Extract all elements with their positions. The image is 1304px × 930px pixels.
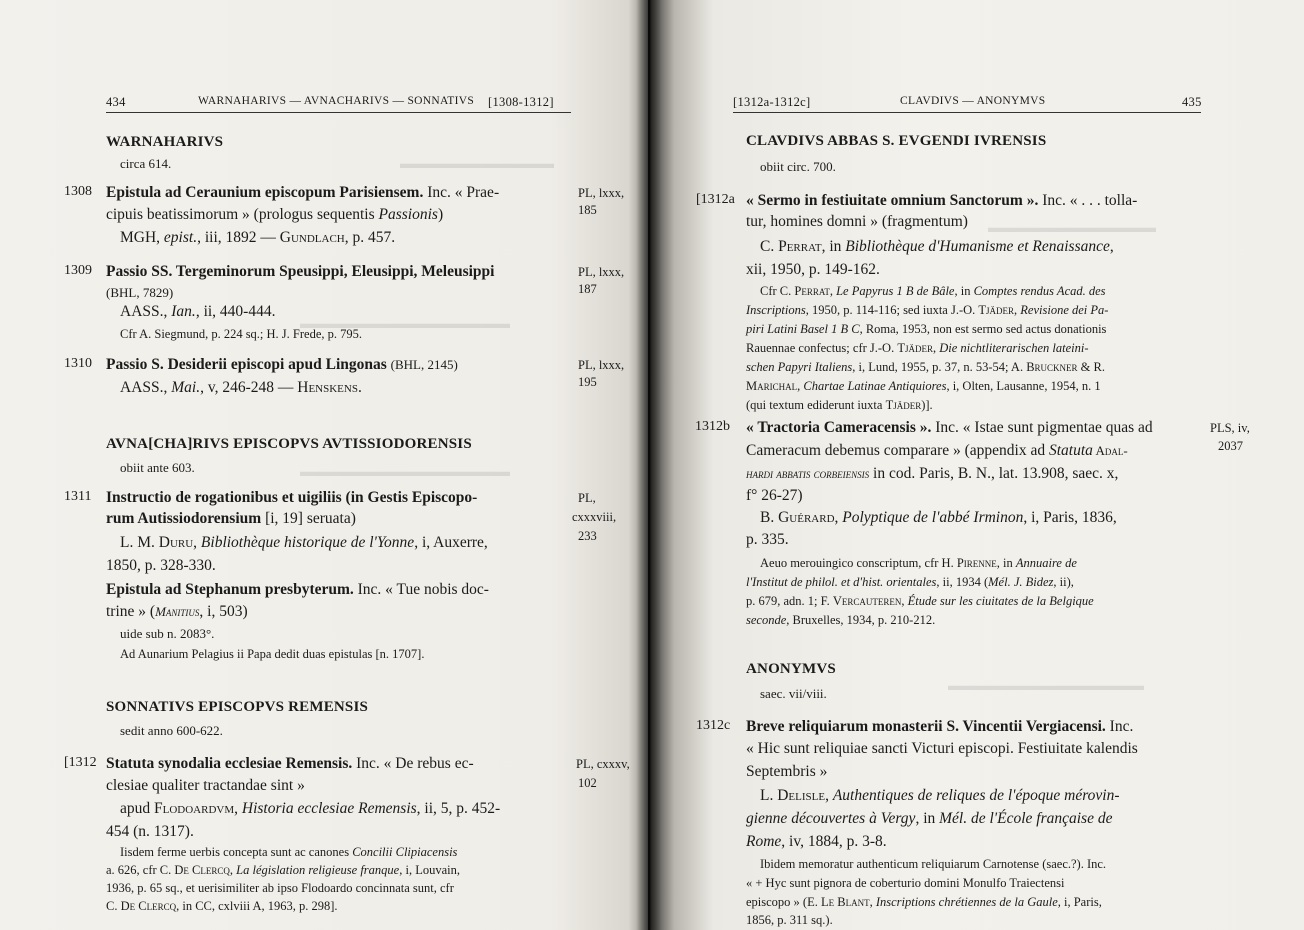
note: Ad Aunarium Pelagius ii Papa dedit duas epistulas [n. 1707]. [120,647,425,661]
edition-ref: AASS., Ian., ii, 440-444. [120,303,276,320]
header-rule [733,112,1201,113]
entry-1309-title: Passio SS. Tergeminorum Speusippi, Eleusippi, Meleusippi [106,263,495,280]
entry-line: tur, homines domni » (fragmentum) [746,213,968,230]
book-gutter [636,0,662,930]
entry-number: 1308 [64,184,92,199]
note: Aeuo merouingico conscriptum, cfr H. Pirenne, in Annuaire de [760,556,1077,570]
section-title: ANONYMVS [746,661,836,677]
entry-number: [1312 [64,755,97,770]
bleed-through: ▬▬▬▬▬▬▬▬▬▬▬▬▬▬▬ [300,317,510,332]
section-title: CLAVDIVS ABBAS S. EVGENDI IVRENSIS [746,133,1047,149]
pls-reference: PLS, iv, [1210,421,1250,435]
section-date: obiit ante 603. [120,460,195,475]
entry-line: Cameracum debemus comparare » (appendix ad Statuta Adal- [746,442,1128,459]
note: seconde, Bruxelles, 1934, p. 210-212. [746,613,936,627]
entry-line: cipuis beatissimorum » (prologus sequentis Passionis) [106,206,444,223]
edition-ref: AASS., Mai., v, 246-248 — Henskens. [120,379,362,396]
note: a. 626, cfr C. De Clercq, La législation religieuse franque, i, Louvain, [106,863,460,877]
pls-reference: 2037 [1218,439,1243,453]
entry-line: « Hic sunt reliquiae sancti Victuri episcopi. Festiuitate kalendis [746,740,1138,757]
pl-reference: 233 [578,529,597,543]
note: l'Institut de philol. et d'hist. orientales, ii, 1934 (Mél. J. Bidez, ii), [746,575,1074,589]
section-date: sedit anno 600-622. [120,723,223,738]
edition-ref-cont: p. 335. [746,531,789,548]
entry-number: 1312c [696,718,731,733]
edition-ref-cont: xii, 1950, p. 149-162. [746,261,880,278]
bleed-through: ▬▬▬▬▬▬▬▬▬▬▬▬ [988,221,1156,236]
note: Iisdem ferme uerbis concepta sunt ac canones Concilii Clipiacensis [120,845,458,859]
entry-1310-title: Passio S. Desiderii episcopi apud Lingonas (BHL, 2145) [106,356,458,373]
pl-reference: 185 [578,203,597,217]
bhl-reference: (BHL, 7829) [106,285,174,300]
section-title: SONNATIVS EPISCOPVS REMENSIS [106,699,369,715]
entry-number: 1310 [64,356,92,371]
note: Cfr A. Siegmund, p. 224 sq.; H. J. Frede, p. 795. [120,327,363,341]
section-date: circa 614. [120,156,172,171]
note: (qui textum ediderunt iuxta Tjäder)]. [746,398,933,412]
header-rule [106,112,571,113]
note: 1856, p. 311 sq.). [746,913,833,927]
page-number: 435 [1182,95,1202,109]
bleed-through: ▬▬▬▬▬▬▬▬▬▬▬▬▬▬▬ [300,465,510,480]
edition-ref-cont: 454 (n. 1317). [106,823,194,840]
entry-range: [1312a-1312c] [733,95,811,109]
note: 1936, p. 65 sq., et uerisimiliter ab ipso Flodoardo concinnata sunt, cfr [106,881,454,895]
entry-number: 1312b [695,419,730,434]
entry-stephanum-title: Epistula ad Stephanum presbyterum. Inc. « Tue nobis doc- [106,581,489,598]
pl-reference: PL, lxxx, [578,358,625,372]
entry-number: 1311 [64,489,92,504]
entry-number: [1312a [696,192,735,207]
pl-reference: 195 [578,375,597,389]
edition-ref-cont: Rome, iv, 1884, p. 3-8. [746,833,887,850]
edition-ref: MGH, epist., iii, 1892 — Gundlach, p. 457. [120,229,396,246]
pl-reference: PL, [578,491,596,505]
edition-ref-cont: 1850, p. 328-330. [106,557,216,574]
cross-reference: uide sub n. 2083°. [120,626,215,641]
edition-ref: apud Flodoardvm, Historia ecclesiae Remensis, ii, 5, p. 452- [120,800,501,817]
running-head: WARNAHARIVS — AVNACHARIVS — SONNATIVS [198,95,475,107]
edition-ref: B. Guérard, Polyptique de l'abbé Irminon, i, Paris, 1836, [760,509,1117,526]
entry-1312-title: Statuta synodalia ecclesiae Remensis. Inc. « De rebus ec- [106,755,474,772]
left-page [0,0,648,930]
section-date: saec. vii/viii. [760,686,827,701]
note: Marichal, Chartae Latinae Antiquiores, i, Olten, Lausanne, 1954, n. 1 [746,379,1101,393]
entry-1312c-title: Breve reliquiarum monasterii S. Vincentii Vergiacensi. Inc. [746,718,1134,735]
entry-line: clesiae qualiter tractandae sint » [106,777,305,794]
edition-ref-cont: gienne découvertes à Vergy, in Mél. de l'École française de [746,810,1113,827]
entry-line: f° 26-27) [746,487,803,504]
note: Rauennae confectus; cfr J.-O. Tjäder, Die nichtliterarischen lateini- [746,341,1089,355]
running-head: CLAVDIVS — ANONYMVS [900,95,1046,107]
entry-line: trine » (Manitius, i, 503) [106,603,248,620]
note: « + Hyc sunt pignora de coberturio domini Monulfo Traiectensi [746,876,1065,890]
note: C. De Clercq, in CC, cxlviii A, 1963, p. 298]. [106,899,338,913]
entry-1308-title: Epistula ad Ceraunium episcopum Parisiensem. Inc. « Prae- [106,184,500,201]
note: Cfr C. Perrat, Le Papyrus 1 B de Bâle, in Comptes rendus Acad. des [760,284,1106,298]
pl-reference: PL, lxxx, [578,186,625,200]
note: Inscriptions, 1950, p. 114-116; sed iuxta J.-O. Tjäder, Revisione dei Pa- [746,303,1109,317]
entry-1312b-title: « Tractoria Cameracensis ». Inc. « Istae sunt pigmentae quas ad [746,419,1153,436]
note: piri Latini Basel 1 B C, Roma, 1953, non est sermo sed actus donationis [746,322,1107,336]
entry-number: 1309 [64,263,92,278]
note: Ibidem memoratur authenticum reliquiarum Carnotense (saec.?). Inc. [760,857,1107,871]
entry-range: [1308-1312] [488,95,554,109]
entry-1312a-title: « Sermo in festiuitate omnium Sanctorum ». Inc. « . . . tolla- [746,192,1138,209]
pl-reference: PL, lxxx, [578,265,625,279]
bleed-through: ▬▬▬▬▬▬▬▬▬▬▬▬▬▬ [948,679,1144,694]
section-title: WARNAHARIVS [106,134,224,150]
section-date: obiit circ. 700. [760,159,836,174]
edition-ref: L. M. Duru, Bibliothèque historique de l'Yonne, i, Auxerre, [120,534,488,551]
entry-line: Septembris » [746,763,828,780]
note: episcopo » (E. Le Blant, Inscriptions chrétiennes de la Gaule, i, Paris, [746,895,1102,909]
pl-reference: cxxxviii, [572,510,617,524]
edition-ref: C. Perrat, in Bibliothèque d'Humanisme et Renaissance, [760,238,1114,255]
entry-line: hardi abbatis corbeiensis in cod. Paris, B. N., lat. 13.908, saec. x, [746,465,1119,482]
pl-reference: 102 [578,776,597,790]
pl-reference: PL, cxxxv, [576,757,630,771]
note: p. 679, adn. 1; F. Vercauteren, Étude sur les ciuitates de la Belgique [746,594,1094,608]
pl-reference: 187 [578,282,597,296]
entry-line: rum Autissiodorensium [i, 19] seruata) [106,510,356,527]
section-title: AVNA[CHA]RIVS EPISCOPVS AVTISSIODORENSIS [106,436,472,452]
edition-ref: L. Delisle, Authentiques de reliques de l'époque mérovin- [760,787,1120,804]
right-page [648,0,1304,930]
note: schen Papyri Italiens, i, Lund, 1955, p. 37, n. 53-54; A. Bruckner & R. [746,360,1105,374]
page-number: 434 [106,95,126,109]
entry-1311-title: Instructio de rogationibus et uigiliis (in Gestis Episcopo- [106,489,478,506]
bleed-through: ▬▬▬▬▬▬▬▬▬▬▬ [400,157,554,172]
